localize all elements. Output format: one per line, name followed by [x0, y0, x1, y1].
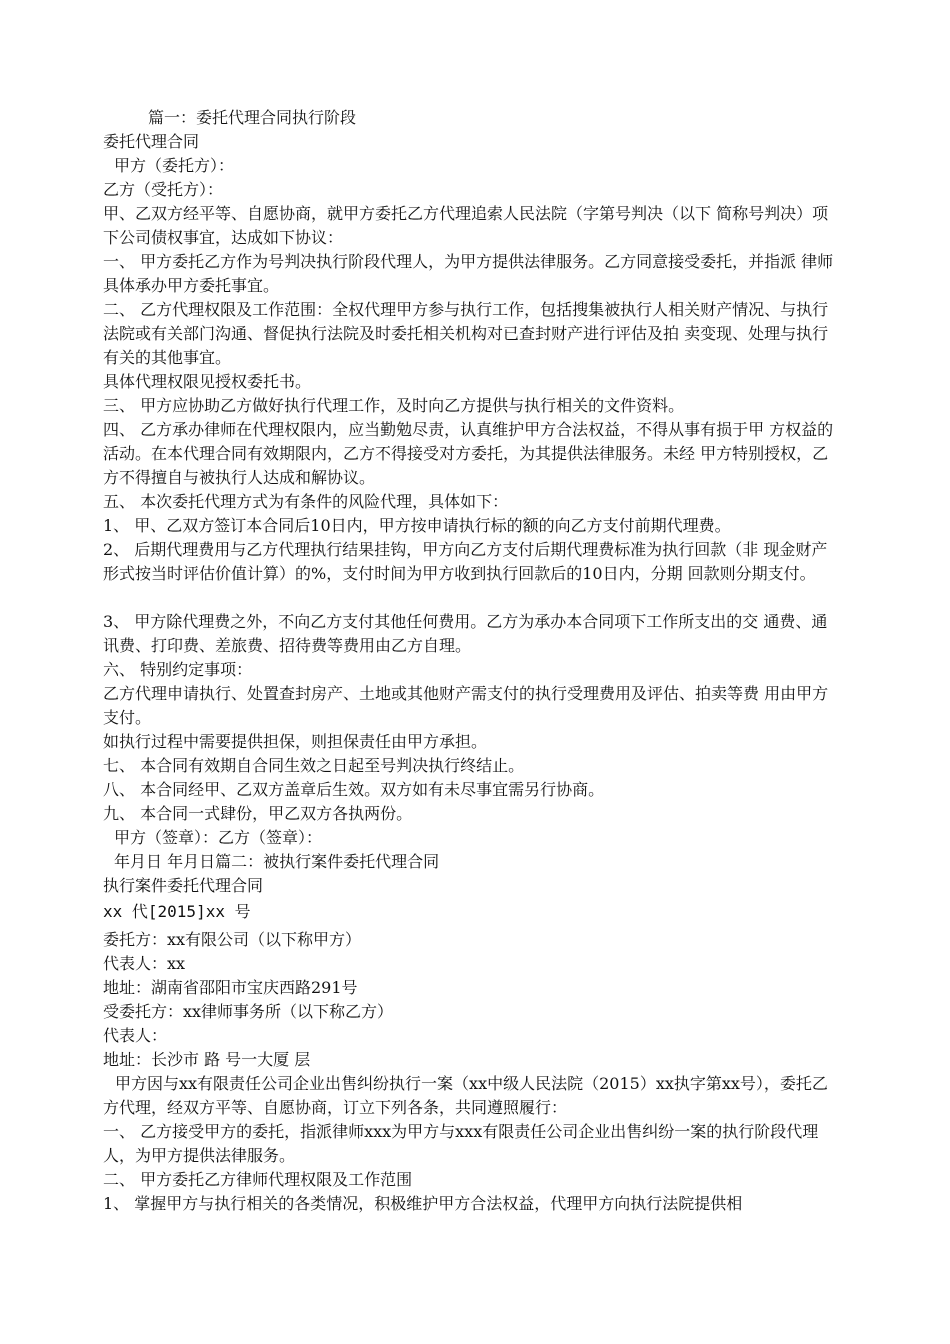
clause-9: 九、 本合同一式肆份，甲乙双方各执两份。 — [103, 804, 413, 823]
part2-clause-2: 二、 甲方委托乙方律师代理权限及工作范围 — [103, 1170, 413, 1189]
contract-number: xx 代[2015]xx 号 — [103, 902, 251, 921]
clause-3: 三、 甲方应协助乙方做好执行代理工作，及时向乙方提供与执行相关的文件资料。 — [103, 396, 685, 415]
clause-5-item-1: 1、 甲、乙双方签订本合同后10日内，甲方按申请执行标的额的向乙方支付前期代理费。 — [103, 516, 731, 535]
client-line: 委托方：xx有限公司（以下称甲方） — [103, 930, 362, 949]
client-representative: 代表人：xx — [103, 954, 186, 973]
part2-clause-1: 一、 乙方接受甲方的委托，指派律师xxx为甲方与xxx有限责任公司企业出售纠纷一案的执行阶段代理人，为甲方提供法律服务。 — [103, 1122, 819, 1165]
signature-line: 甲方（签章）：乙方（签章）： — [114, 828, 323, 847]
agent-line: 受委托方：xx律师事务所（以下称乙方） — [103, 1002, 394, 1021]
date-line-section-title-2: 年月日 年月日篇二：被执行案件委托代理合同 — [114, 852, 440, 871]
clause-2: 二、 乙方代理权限及工作范围：全权代理甲方参与执行工作，包括搜集被执行人相关财产情况、与执行法院或有关部门沟通、督促执行法院及时委托相关机构对已查封财产进行评估及拍 卖变现、处理与执行有关的其他事宜。 — [103, 300, 829, 367]
preamble-paragraph: 甲、乙双方经平等、自愿协商，就甲方委托乙方代理追索人民法院（字第号判决（以下 简称号判决）项下公司债权事宜，达成如下协议： — [103, 204, 829, 247]
clause-1: 一、 甲方委托乙方作为号判决执行阶段代理人，为甲方提供法律服务。乙方同意接受委托，并指派 律师具体承办甲方委托事宜。 — [103, 252, 834, 295]
clause-6-detail-2: 如执行过程中需要提供担保，则担保责任由甲方承担。 — [103, 732, 488, 751]
contract-title: 委托代理合同 — [103, 132, 200, 151]
party-b-label: 乙方（受托方）： — [103, 180, 224, 199]
clause-4: 四、 乙方承办律师在代理权限内，应当勤勉尽责，认真维护甲方合法权益，不得从事有损于甲 方权益的活动。在本代理合同有效期限内，乙方不得接受对方委托，为其提供法律服务。未经 甲方特别授权，乙方不得擅自与被执行人达成和解协议。 — [103, 420, 834, 487]
section-title-1: 篇一：委托代理合同执行阶段 — [148, 108, 357, 127]
part2-clause-2-item-1: 1、 掌握甲方与执行相关的各类情况，积极维护甲方合法权益，代理甲方向执行法院提供相 — [103, 1194, 743, 1213]
client-address: 地址：湖南省邵阳市宝庆西路291号 — [103, 978, 358, 997]
agent-address: 地址：长沙市 路 号一大厦 层 — [103, 1050, 311, 1069]
clause-7: 七、 本合同有效期自合同生效之日起至号判决执行终结止。 — [103, 756, 525, 775]
party-a-label: 甲方（委托方）： — [114, 156, 235, 175]
agent-representative: 代表人： — [103, 1026, 168, 1045]
clause-6: 六、 特别约定事项： — [103, 660, 253, 679]
clause-6-detail-1: 乙方代理申请执行、处置查封房产、土地或其他财产需支付的执行受理费用及评估、拍卖等费 用由甲方支付。 — [103, 684, 829, 727]
authority-note: 具体代理权限见授权委托书。 — [103, 372, 312, 391]
clause-5-item-2: 2、 后期代理费用与乙方代理执行结果挂钩，甲方向乙方支付后期代理费标准为执行回款（非 现金财产形式按当时评估价值计算）的%，支付时间为甲方收到执行回款后的10日内，分期 回款则分期支付。 — [103, 540, 828, 583]
clause-5-item-3: 3、 甲方除代理费之外，不向乙方支付其他任何费用。乙方为承办本合同项下工作所支出的交 通费、通讯费、打印费、差旅费、招待费等费用由乙方自理。 — [103, 612, 828, 655]
contract-title-2: 执行案件委托代理合同 — [103, 876, 264, 895]
clause-8: 八、 本合同经甲、乙双方盖章后生效。双方如有未尽事宜需另行协商。 — [103, 780, 605, 799]
clause-5: 五、 本次委托代理方式为有条件的风险代理，具体如下： — [103, 492, 509, 511]
preamble-paragraph-2: 甲方因与xx有限责任公司企业出售纠纷执行一案（xx中级人民法院（2015）xx执字第xx号），委托乙方代理，经双方平等、自愿协商，订立下列各条，共同遵照履行： — [103, 1074, 828, 1117]
